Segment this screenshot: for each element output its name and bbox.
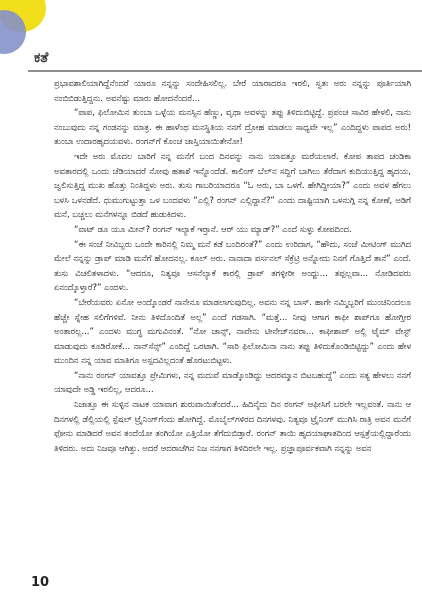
paragraph: ಪ್ರಭಾವಶಾಲಿಯಾಗಿದ್ದೆನೆಂದರೆ ಯಾರೂ ನನ್ನನ್ನು ಸಂದೇಹಿಸಲಿಲ್ಲ. ಬೇರೆ ಯಾರಾದರೂ ಇರಲಿ, ಸ್ವತಃ ಅರು ನನ್ನನ್ನು ಪೂರ್ತಿಯಾಗಿ ನಂಬಿಬಿಡುತ್ತಿದ್ದನು. ಅವನೆಷ್ಟು ಮಾರು ಹೋದನೆಂದರೆ...	[54, 78, 411, 103]
paragraph: ಇದೇ ಅರು ಮೊದಲ ಬಾರಿಗೆ ನನ್ನ ಮನೆಗೆ ಬಂದ ದಿನವನ್ನು ನಾನು ಯಾವತ್ತೂ ಮರೆಯಲಾರೆ. ಕೋಪ ತಾಪದ ಚಂಡಿಕಾ ಅವತಾರದಲ್ಲಿ ಒಂದು ಚೆಡಿಯಾದರೆ ನೋವು ಹತಾಶೆ ಇನ್ನೊಂದೆಡೆ. ಕಾಲಿಂಗ್ ಬೆಲ್‌ನ ಸದ್ದಿಗೆ ಬಾಗಿಲು ತೆರೆದಾಗ ಕುದಿಯುತ್ತಿದ್ದ ಹೃದಯ, ಜ್ವಲಿಸುತ್ತಿದ್ದ ಮುಖ ಹೊತ್ತು ನಿಂತಿದ್ದಳು ಅರು. ತುಸು ಗಾಬರಿಯಾದರೂ “ಓ ಅರು, ಬಾ ಒಳಗೆ. ಹೇಗಿದ್ದೀಯಾ?” ಎಂದು ಅವಳ ಹೆಗಲು ಬಳಸಿ ಒಳನಡೆದೆ. ಧುಮುಗುಟ್ಟುತ್ತಾ ಒಳ ಬಂದವಳು “ಎಲ್ಲಿ? ರಂಗನ್ ಎಲ್ಲಿದ್ದಾನೆ?” ಎಂದು ದಾಷ್ಟಿಯಾಗಿ ಒಳನುಗ್ಗಿ ನನ್ನ ಕೋಣೆ, ಅಡಿಗೆ ಮನೆ, ಬಚ್ಚಲು ಮನೆಗಳನ್ನೂ ಬಿಡದೆ ಹುಡುಕಿದಳು.	[54, 150, 411, 220]
article-body	[54, 76, 411, 455]
paragraph: “ಪಾಪ, ಫಿಲೋಮಿನ ತುಂಬಾ ಒಳ್ಳೆಯ ಮನಸ್ಸಿನ ಹೆಣ್ಣು, ವೃಥಾ ಅವಳನ್ನು ತಪ್ಪು ತಿಳಿದುಬಿಟ್ಟಿದ್ದೆ. ಪ್ರಪಂಚ ಸಾವಿರ ಹೇಳಲಿ, ನಾನು ನಂಬುವುದು ನನ್ನ ಗಂಡನನ್ನು ಮಾತ್ರ. ಈ ಹಾಳೆಂಥ ಮನಸ್ಥಿತಿಯ ನನಗೆ ದ್ರೋಹ ಮಾಡಲು ಸಾಧ್ಯವೇ ಇಲ್ಲ” ಎಂದಿದ್ದಳು ಪಾಪದ ಅರು! ತುಂಬಾ ಉದಾರಹೃದಯವಳು. ರಂಗನ್‌ಗೆ ಕೊಂಚ ಜಾಸ್ತಿಯಾಯಿತೇನೋ!	[54, 107, 411, 147]
paragraph: “ಈ ಸಂಜೆ ನೀವಿಬ್ಬರು ಒಂದೇ ಕಾರಿನಲ್ಲಿ ನಿಮ್ಮ ಮನೆ ಕಡೆ ಬಂದಿರಂತೆ?” ಎಂದು ಉರಿದಾಗ, “ಹೌದು, ಸಂಜೆ ಮೀಟಿಂಗ್ ಮುಗಿದ ಮೇಲೆ ನನ್ನನ್ನು ಡ್ರಾಪ್ ಮಾಡಿ ಮನೆಗೆ ಹೋದನಲ್ಲ. ಕೂಲ್ ಅರು. ನಾನಾದಾ ಪರ್ಸನಲ್ ಸೆಕ್ರೆಟ್ರಿ ಅನ್ನೋದು ನಿನಗೆ ಗೊತ್ತಿದೆ ತಾನೆ” ಎಂದೆ. ತುಸು ವಿಚಲಿತಳಾದಳು. “ಆದರೂ, ನಿತ್ಯವೂ ಆಸನೆಲ್ಯಾಕೆ ಕಾರಲ್ಲಿ ಡ್ರಾಪ್ ತಗಳ್ಳೀರೀ ಅಂಥ್ದು... ತಪ್ಪಲ್ಲವಾ... ನೋಡಿದವರು ಏನಂದ್ಕೊಳ್ತಾರೆ?” ಎಂದಳು.	[54, 238, 411, 293]
section-label: ಕತೆ	[34, 50, 49, 66]
header-rule	[28, 70, 422, 72]
paragraph: “ವಾಟ್ ಡೂ ಯೂ ಮೀನ್? ರಂಗನ್ ಇಲ್ಯಾಕೆ ಇರ್‍ತಾನೆ. ಆರ್ ಯು ಮ್ಯಾಡ್?” ಎಂದೆ ಸುಳ್ಳು ಕೋಪದಿಂದ.	[74, 223, 352, 234]
corner-decoration	[0, 0, 60, 60]
page-number: 10	[31, 575, 50, 590]
paragraph: “ಬೇರೆಯವರು ಏನೋ ಅಂದ್ಕೊಂಡರೆ ನಾನೇನೂ ಮಾಡಲಾಗುವುದಿಲ್ಲ. ಅವನು ನನ್ನ ಬಾಸ್. ಹಾಗೇ ನಮ್ಮಿಬ್ಬರಿಗೆ ಮುಂಚಿನಿಂದಲೂ ಹೆಚ್ಚೇ ಸ್ನೇಹ ಸಲಿಗೆಗಳಿವೆ. ನೀನು ತಿಳಿದೊಂದಿತೆ ಅಲ್ಲ” ಎಂದೆ ಗಡಸಾಗಿ. “ಮತ್ತೆ... ನೀವು ಆಗಾಗ ಕಾಫೀ ಶಾಪ್‌ಗೂ ಹೋಗ್ತೀರ ಅಂತಾರಲ್ಲ...” ಎಂದಳು ಮುಗ್ಧ ಮಗುವಿನಂತೆ. “ನೋ ಚಾನ್ಸ್, ನಾವೇನು ಟೀನೇಜ್‌ನವರಾ... ಕಾಫೀಶಾಪ್ ಅಲ್ಲಿ ಟೈಮ್ ವೇಸ್ಟ್ ಮಾಡುವುದು ಕೂಡಿರೋಕೆ... ನಾನ್‌ಸೆನ್ಸ್” ಎಂದಿದ್ದೆ ಒರಟಾಗಿ. “ಸಾರಿ ಫಿಲೋಮಿನಾ ನಾನು ತಪ್ಪು ತಿಳಿದುಕೊಂಡಿಬಿಟ್ಟಿದ್ದು” ಎಂದು ಹೇಳ ಮುಂದಿನ ನನ್ನ ಯಾವ ಮಾತಿಗೂ ಅಸ್ಪದವಿಲ್ಲದಂತೆ ಹೊರಟುಬಿಟ್ಟಳು.	[54, 296, 411, 366]
paragraph: “ನಾನು ರಂಗನ್ ಯಾವತ್ತೂ ಪ್ರೇಮಿಗಳು, ನನ್ನ ಮದುವೆ ಮಾಡ್ಕೊಂಡಿದ್ದು ಆದರಮ್ಮಾನ ಬಿಟಬಹುದ್ದೆ” ಎಂದು ಸತ್ಯ ಹೇಳಲು ನನಗೆ ಯಾವುದೇ ಅಡ್ಡಿ ಇರಲಿಲ್ಲ, ಆದರೂ...	[54, 369, 411, 395]
paragraph: ನಿಜಾತ್ತೂ ಈ ಸುಳ್ಳಿನ ನಾಟಕ ಯಾವಾಗ ಶುರುವಾಯಿತೆಂದರೆ... ಹಿದಿನೈದು ದಿನ ರಂಗನ್ ಆಫೀಸಿಗೆ ಬರಲೇ ಇಲ್ಲವಂತೆ. ನಾನು ಆ ದಿನಗಳಲ್ಲಿ ಡೆಲ್ಲಿಯಲ್ಲಿ ಸ್ಪೆಷಲ್ ಟ್ರೈನಿಂಗ್‌ಗೆಂದು ಹೋಗಿದ್ದೆ. ಮೊಬೈಲ್‌ಗಳಿರದ ದಿನಗಳವು. ನಿತ್ಯವೂ ಟ್ರೈನಿಂಗ್ ಮುಗಿಸಿ ರಾತ್ರಿ ಅವನ ಮನೆಗೆ ಫೋನು ಮಾಡಿದರೆ ಅವನ ತಂದೆಯೋ ತಂಗಿಯೋ ಎತ್ತಿಯೋ ತೆಗೆದುಬಿಡ್ತಾರೆ. ರಂಗನ್ ತಾಯಿ ಹೃದಯಾಘಾತದಿಂದ ಆಸ್ಪತ್ರೆಯಲ್ಲಿದ್ದಾರೆಂದು ತಿಳಿದರು. ಅದು ನಿಜವೂ ಆಗಿತ್ತು. ಅದರೆ ಆದರಾಚೆಗಿನ ನಿಜ ನನಗಾಗ ತಿಳಿದಿರಲೇ ಇಲ್ಲ. ಪ್ರಜ್ಞಾಪೂರ್ವಕವಾಗಿ ನನ್ನನ್ನು ಅವನ	[54, 399, 411, 453]
